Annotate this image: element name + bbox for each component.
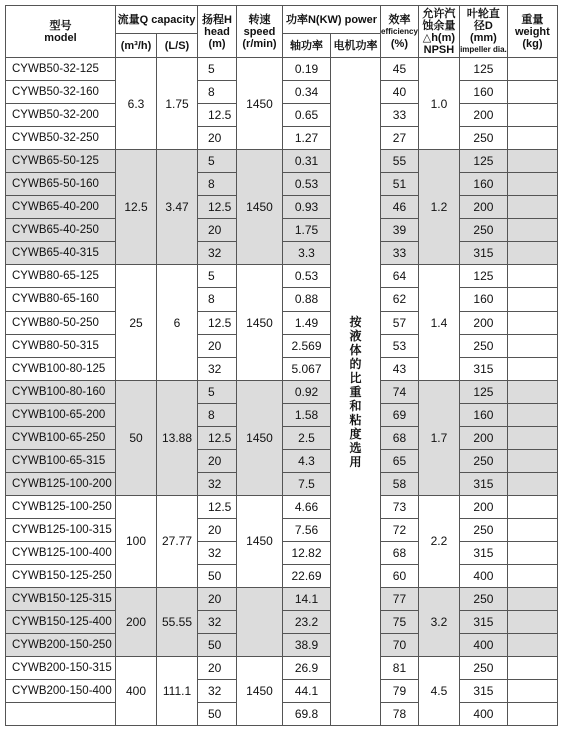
shaft-power-cell: 0.93 — [283, 196, 331, 219]
weight-cell — [507, 127, 557, 150]
flow-m3h-cell: 6.3 — [116, 58, 157, 150]
npsh-header-cn2: 蚀余量 — [422, 19, 456, 32]
weight-cell — [507, 81, 557, 104]
shaft-power-cell: 0.19 — [283, 58, 331, 81]
impeller-cell: 315 — [459, 541, 507, 564]
impeller-cell: 250 — [459, 127, 507, 150]
efficiency-cell: 64 — [381, 265, 419, 288]
impeller-cell: 315 — [459, 357, 507, 380]
head-cell: 8 — [198, 173, 237, 196]
model-cell: CYWB125-100-250 — [6, 495, 116, 518]
model-cell: CYWB50-32-160 — [6, 81, 116, 104]
efficiency-cell: 77 — [381, 588, 419, 611]
head-cell: 32 — [198, 242, 237, 265]
efficiency-cell: 62 — [381, 288, 419, 311]
speed-cell: 1450 — [237, 58, 283, 150]
impeller-cell: 125 — [459, 58, 507, 81]
weight-cell — [507, 565, 557, 588]
impeller-header-en: impeller dia. — [460, 44, 507, 54]
impeller-cell: 200 — [459, 426, 507, 449]
shaft-power-cell: 0.53 — [283, 173, 331, 196]
impeller-cell: 200 — [459, 196, 507, 219]
shaft-power-cell: 23.2 — [283, 611, 331, 634]
efficiency-cell: 73 — [381, 495, 419, 518]
head-cell: 12.5 — [198, 426, 237, 449]
model-cell: CYWB150-125-315 — [6, 588, 116, 611]
weight-cell — [507, 104, 557, 127]
head-cell: 32 — [198, 541, 237, 564]
efficiency-cell: 65 — [381, 449, 419, 472]
impeller-cell: 400 — [459, 634, 507, 657]
flow-m3h-cell: 100 — [116, 495, 157, 587]
weight-cell — [507, 588, 557, 611]
model-cell: CYWB200-150-400 — [6, 680, 116, 703]
weight-cell — [507, 288, 557, 311]
model-header-cn: 型号 — [49, 19, 72, 32]
model-cell: CYWB125-100-400 — [6, 541, 116, 564]
weight-cell — [507, 173, 557, 196]
efficiency-cell: 51 — [381, 173, 419, 196]
head-cell: 50 — [198, 634, 237, 657]
weight-cell — [507, 518, 557, 541]
weight-cell — [507, 311, 557, 334]
weight-header-cn: 重量 — [521, 13, 544, 26]
shaft-power-cell: 1.27 — [283, 127, 331, 150]
weight-cell — [507, 426, 557, 449]
head-cell: 32 — [198, 680, 237, 703]
weight-cell — [507, 541, 557, 564]
flow-m3h-cell: 25 — [116, 265, 157, 380]
impeller-cell: 400 — [459, 565, 507, 588]
efficiency-cell: 55 — [381, 150, 419, 173]
impeller-cell: 250 — [459, 588, 507, 611]
flow-m3h-cell: 200 — [116, 588, 157, 657]
head-cell: 20 — [198, 219, 237, 242]
speed-cell: 1450 — [237, 495, 283, 587]
shaft-power-cell: 1.49 — [283, 311, 331, 334]
shaft-power-cell: 7.56 — [283, 518, 331, 541]
efficiency-cell: 33 — [381, 242, 419, 265]
efficiency-cell: 27 — [381, 127, 419, 150]
npsh-header-cn1: 允许汽 — [422, 7, 456, 20]
model-cell: CYWB65-40-315 — [6, 242, 116, 265]
weight-cell — [507, 219, 557, 242]
shaft-power-cell: 2.5 — [283, 426, 331, 449]
table-row — [6, 380, 558, 403]
model-cell: CYWB65-40-250 — [6, 219, 116, 242]
impeller-cell: 160 — [459, 173, 507, 196]
impeller-cell: 160 — [459, 288, 507, 311]
model-cell: CYWB100-65-250 — [6, 426, 116, 449]
head-cell: 5 — [198, 265, 237, 288]
weight-cell — [507, 357, 557, 380]
shaft-power-cell: 5.067 — [283, 357, 331, 380]
eff-header-cn: 效率 — [388, 13, 411, 26]
npsh-cell: 1.7 — [418, 380, 459, 495]
flow-ls-cell: 3.47 — [157, 150, 198, 265]
model-cell: CYWB50-32-200 — [6, 104, 116, 127]
shaft-power-cell: 4.3 — [283, 449, 331, 472]
head-cell: 5 — [198, 380, 237, 403]
model-cell: CYWB125-100-315 — [6, 518, 116, 541]
model-cell: CYWB65-40-200 — [6, 196, 116, 219]
impeller-header-cn2: 径D — [473, 19, 493, 32]
impeller-cell: 250 — [459, 449, 507, 472]
impeller-cell: 125 — [459, 265, 507, 288]
npsh-header-sym: △h(m) — [422, 31, 456, 44]
efficiency-cell: 72 — [381, 518, 419, 541]
shaft-power-cell: 0.53 — [283, 265, 331, 288]
model-header — [6, 6, 116, 58]
impeller-cell: 250 — [459, 219, 507, 242]
impeller-header-unit: (mm) — [469, 31, 497, 44]
motor-power-note-text: 按液体的比重和粘度选用 — [349, 314, 362, 469]
efficiency-cell: 39 — [381, 219, 419, 242]
npsh-cell: 2.2 — [418, 495, 459, 587]
flow-ls-cell: 111.1 — [157, 657, 198, 726]
impeller-cell: 200 — [459, 104, 507, 127]
impeller-cell: 250 — [459, 657, 507, 680]
weight-header — [507, 6, 557, 58]
efficiency-cell: 75 — [381, 611, 419, 634]
model-cell: CYWB100-65-315 — [6, 449, 116, 472]
efficiency-cell: 57 — [381, 311, 419, 334]
efficiency-cell: 70 — [381, 634, 419, 657]
table-body — [6, 58, 558, 726]
eff-header-unit: (%) — [390, 37, 408, 50]
power-header: 功率N(KW) power — [283, 6, 381, 34]
shaft-power-cell: 7.5 — [283, 472, 331, 495]
efficiency-cell: 68 — [381, 426, 419, 449]
model-cell: CYWB150-125-250 — [6, 565, 116, 588]
efficiency-cell: 40 — [381, 81, 419, 104]
impeller-cell: 250 — [459, 334, 507, 357]
head-cell: 12.5 — [198, 196, 237, 219]
weight-cell — [507, 403, 557, 426]
speed-cell: 1450 — [237, 380, 283, 495]
flow-ls-cell: 13.88 — [157, 380, 198, 495]
head-cell: 20 — [198, 449, 237, 472]
head-cell: 20 — [198, 127, 237, 150]
head-cell: 50 — [198, 703, 237, 726]
model-cell: CYWB65-50-160 — [6, 173, 116, 196]
speed-header-en: speed — [243, 25, 276, 38]
weight-cell — [507, 58, 557, 81]
head-cell: 12.5 — [198, 104, 237, 127]
efficiency-cell: 53 — [381, 334, 419, 357]
model-cell: CYWB65-50-125 — [6, 150, 116, 173]
model-cell: CYWB80-50-250 — [6, 311, 116, 334]
head-cell: 20 — [198, 588, 237, 611]
flow-ls-cell: 6 — [157, 265, 198, 380]
shaft-power-cell: 0.31 — [283, 150, 331, 173]
shaft-power-cell: 0.88 — [283, 288, 331, 311]
weight-cell — [507, 265, 557, 288]
model-header-en: model — [44, 31, 77, 44]
table-row — [6, 495, 558, 518]
impeller-header-cn1: 叶轮直 — [466, 7, 500, 20]
efficiency-cell: 78 — [381, 703, 419, 726]
npsh-header-en: NPSH — [423, 43, 455, 56]
shaft-power-cell: 0.65 — [283, 104, 331, 127]
flow-unit-ls: (L/S) — [157, 34, 198, 58]
head-cell: 32 — [198, 611, 237, 634]
weight-cell — [507, 703, 557, 726]
shaft-power-cell: 4.66 — [283, 495, 331, 518]
efficiency-cell: 33 — [381, 104, 419, 127]
shaft-power-cell: 1.58 — [283, 403, 331, 426]
motor-power-note — [331, 58, 381, 726]
model-cell — [6, 703, 116, 726]
weight-cell — [507, 472, 557, 495]
flow-header: 流量Q capacity — [116, 6, 198, 34]
efficiency-cell: 45 — [381, 58, 419, 81]
impeller-cell: 315 — [459, 472, 507, 495]
efficiency-cell: 69 — [381, 403, 419, 426]
model-cell: CYWB100-80-160 — [6, 380, 116, 403]
head-header — [198, 6, 237, 58]
impeller-cell: 400 — [459, 703, 507, 726]
flow-ls-cell: 1.75 — [157, 58, 198, 150]
head-cell: 8 — [198, 288, 237, 311]
head-header-unit: (m) — [208, 37, 226, 50]
flow-m3h-cell: 12.5 — [116, 150, 157, 265]
shaft-power-cell: 0.34 — [283, 81, 331, 104]
model-cell: CYWB80-65-160 — [6, 288, 116, 311]
model-cell: CYWB50-32-125 — [6, 58, 116, 81]
model-cell: CYWB200-150-315 — [6, 657, 116, 680]
shaft-power-cell: 38.9 — [283, 634, 331, 657]
flow-ls-cell: 55.55 — [157, 588, 198, 657]
table-row — [6, 58, 558, 81]
head-cell: 20 — [198, 657, 237, 680]
weight-cell — [507, 150, 557, 173]
weight-cell — [507, 196, 557, 219]
impeller-cell: 160 — [459, 403, 507, 426]
flow-m3h-cell: 50 — [116, 380, 157, 495]
impeller-cell: 160 — [459, 81, 507, 104]
impeller-cell: 200 — [459, 495, 507, 518]
table-wrapper — [5, 5, 558, 726]
motor-power-header: 电机功率 — [331, 34, 381, 58]
efficiency-cell: 58 — [381, 472, 419, 495]
shaft-power-cell: 3.3 — [283, 242, 331, 265]
flow-unit-m3h: (m³/h) — [116, 34, 157, 58]
head-cell: 12.5 — [198, 311, 237, 334]
model-cell: CYWB200-150-250 — [6, 634, 116, 657]
npsh-cell: 1.4 — [418, 265, 459, 380]
shaft-power-cell: 14.1 — [283, 588, 331, 611]
table-row — [6, 588, 558, 611]
head-cell: 32 — [198, 357, 237, 380]
model-cell: CYWB80-50-315 — [6, 334, 116, 357]
model-cell: CYWB80-65-125 — [6, 265, 116, 288]
shaft-power-header: 轴功率 — [283, 34, 331, 58]
impeller-header — [459, 6, 507, 58]
head-cell: 5 — [198, 58, 237, 81]
table-row — [6, 150, 558, 173]
speed-header-unit: (r/min) — [242, 37, 277, 50]
head-header-en: head — [204, 25, 230, 38]
impeller-cell: 250 — [459, 518, 507, 541]
weight-cell — [507, 680, 557, 703]
table-row — [6, 265, 558, 288]
impeller-cell: 125 — [459, 150, 507, 173]
weight-cell — [507, 634, 557, 657]
shaft-power-cell: 1.75 — [283, 219, 331, 242]
eff-header-en: efficiency — [381, 26, 418, 36]
impeller-cell: 315 — [459, 611, 507, 634]
impeller-cell: 200 — [459, 311, 507, 334]
impeller-cell: 125 — [459, 380, 507, 403]
speed-header-cn: 转速 — [248, 13, 271, 26]
shaft-power-cell: 2.569 — [283, 334, 331, 357]
speed-cell: 1450 — [237, 150, 283, 265]
efficiency-cell: 74 — [381, 380, 419, 403]
head-cell: 5 — [198, 150, 237, 173]
efficiency-cell: 46 — [381, 196, 419, 219]
weight-cell — [507, 495, 557, 518]
npsh-cell: 1.0 — [418, 58, 459, 150]
weight-cell — [507, 334, 557, 357]
impeller-cell: 315 — [459, 242, 507, 265]
shaft-power-cell: 26.9 — [283, 657, 331, 680]
head-cell: 12.5 — [198, 495, 237, 518]
npsh-cell: 1.2 — [418, 150, 459, 265]
shaft-power-cell: 12.82 — [283, 541, 331, 564]
efficiency-cell: 79 — [381, 680, 419, 703]
head-cell: 8 — [198, 403, 237, 426]
weight-header-unit: (kg) — [522, 37, 543, 50]
impeller-cell: 315 — [459, 680, 507, 703]
npsh-cell: 3.2 — [418, 588, 459, 657]
eff-header — [381, 6, 419, 58]
speed-cell: 1450 — [237, 265, 283, 380]
model-cell: CYWB100-80-125 — [6, 357, 116, 380]
pump-spec-table — [5, 5, 558, 726]
head-cell: 8 — [198, 81, 237, 104]
weight-header-en: weight — [514, 25, 550, 38]
shaft-power-cell: 22.69 — [283, 565, 331, 588]
efficiency-cell: 60 — [381, 565, 419, 588]
shaft-power-cell: 69.8 — [283, 703, 331, 726]
head-cell: 20 — [198, 518, 237, 541]
model-cell: CYWB50-32-250 — [6, 127, 116, 150]
speed-header — [237, 6, 283, 58]
efficiency-cell: 43 — [381, 357, 419, 380]
shaft-power-cell: 44.1 — [283, 680, 331, 703]
head-header-cn: 扬程H — [202, 13, 232, 26]
head-cell: 32 — [198, 472, 237, 495]
head-cell: 50 — [198, 565, 237, 588]
shaft-power-cell: 0.92 — [283, 380, 331, 403]
head-cell: 20 — [198, 334, 237, 357]
model-cell: CYWB100-65-200 — [6, 403, 116, 426]
weight-cell — [507, 657, 557, 680]
weight-cell — [507, 242, 557, 265]
efficiency-cell: 81 — [381, 657, 419, 680]
model-cell: CYWB125-100-200 — [6, 472, 116, 495]
table-row — [6, 657, 558, 680]
weight-cell — [507, 380, 557, 403]
npsh-header — [418, 6, 459, 58]
weight-cell — [507, 449, 557, 472]
speed-cell: 1450 — [237, 657, 283, 726]
npsh-cell: 4.5 — [418, 657, 459, 726]
flow-ls-cell: 27.77 — [157, 495, 198, 587]
model-cell: CYWB150-125-400 — [6, 611, 116, 634]
efficiency-cell: 68 — [381, 541, 419, 564]
weight-cell — [507, 611, 557, 634]
speed-cell — [237, 588, 283, 657]
flow-m3h-cell: 400 — [116, 657, 157, 726]
